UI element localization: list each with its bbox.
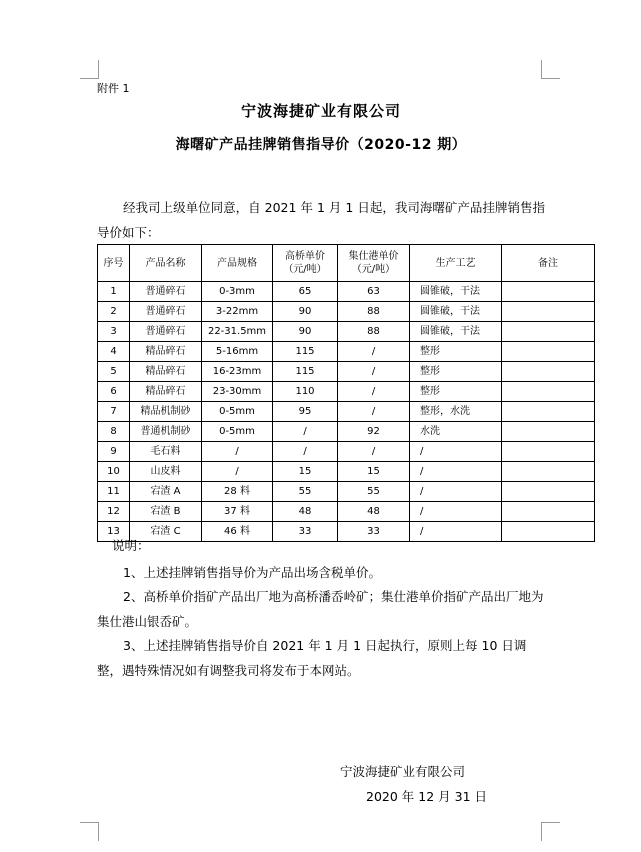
table-row: [98, 402, 595, 422]
cell-no: 12: [98, 502, 130, 522]
notes-label: 说明：: [112, 538, 150, 553]
cell-name: 精品碎石: [130, 362, 202, 382]
note-1: [97, 560, 545, 585]
cell-process: /: [410, 502, 502, 522]
table-row: [98, 482, 595, 502]
cell-process: 整形: [410, 362, 502, 382]
cell-jishigang-price: /: [338, 362, 410, 382]
table-row: [98, 442, 595, 462]
cell-no: 13: [98, 522, 130, 542]
cell-process: /: [410, 482, 502, 502]
cell-process: 整形，水洗: [410, 402, 502, 422]
cell-spec: 0-5mm: [202, 422, 273, 442]
cell-name: 毛石料: [130, 442, 202, 462]
table-row: [98, 382, 595, 402]
cell-spec: 3-22mm: [202, 302, 273, 322]
cell-jishigang-price: /: [338, 402, 410, 422]
cell-remark: [502, 362, 595, 382]
cell-gaoqiao-price: 115: [273, 362, 338, 382]
cell-name: 宕渣 A: [130, 482, 202, 502]
cell-process: /: [410, 462, 502, 482]
cell-remark: [502, 402, 595, 422]
crop-mark-bottom-left: [80, 822, 99, 841]
cell-gaoqiao-price: /: [273, 422, 338, 442]
cell-spec: /: [202, 442, 273, 462]
cell-gaoqiao-price: 90: [273, 302, 338, 322]
cell-jishigang-price: 15: [338, 462, 410, 482]
cell-gaoqiao-price: 95: [273, 402, 338, 422]
cell-jishigang-price: 63: [338, 282, 410, 302]
cell-name: 普通碎石: [130, 322, 202, 342]
table-row: [98, 302, 595, 322]
cell-jishigang-price: 92: [338, 422, 410, 442]
note-1-text: 1、上述挂牌销售指导价为产品出场含税单价。: [123, 565, 381, 580]
cell-name: 精品碎石: [130, 382, 202, 402]
cell-remark: [502, 462, 595, 482]
cell-name: 山皮料: [130, 462, 202, 482]
cell-no: 6: [98, 382, 130, 402]
header-jishigang-price: [338, 245, 410, 282]
cell-spec: 0-5mm: [202, 402, 273, 422]
cell-name: 宕渣 B: [130, 502, 202, 522]
cell-no: 8: [98, 422, 130, 442]
cell-spec: /: [202, 462, 273, 482]
header-remark: 备注: [502, 245, 595, 282]
cell-remark: [502, 382, 595, 402]
cell-spec: 28 料: [202, 482, 273, 502]
cell-no: 4: [98, 342, 130, 362]
header-no: 序号: [98, 245, 130, 282]
price-table: [97, 244, 595, 542]
cell-jishigang-price: 88: [338, 322, 410, 342]
cell-spec: 37 料: [202, 502, 273, 522]
table-row: [98, 422, 595, 442]
cell-remark: [502, 422, 595, 442]
cell-jishigang-price: 48: [338, 502, 410, 522]
intro-paragraph: [97, 195, 545, 245]
cell-spec: 46 料: [202, 522, 273, 542]
cell-process: /: [410, 522, 502, 542]
signature-date: 2020 年 12 月 31 日: [366, 789, 487, 804]
cell-remark: [502, 482, 595, 502]
company-title: 宁波海捷矿业有限公司: [240, 102, 401, 120]
crop-mark-top-right: [541, 60, 560, 79]
cell-jishigang-price: /: [338, 382, 410, 402]
cell-remark: [502, 342, 595, 362]
cell-no: 7: [98, 402, 130, 422]
header-spec: 产品规格: [202, 245, 273, 282]
cell-no: 11: [98, 482, 130, 502]
cell-gaoqiao-price: 115: [273, 342, 338, 362]
cell-process: 圆锥破，干法: [410, 322, 502, 342]
cell-gaoqiao-price: /: [273, 442, 338, 462]
table-row: [98, 522, 595, 542]
cell-no: 10: [98, 462, 130, 482]
cell-jishigang-price: /: [338, 442, 410, 462]
table-row: [98, 322, 595, 342]
cell-jishigang-price: 33: [338, 522, 410, 542]
cell-gaoqiao-price: 65: [273, 282, 338, 302]
cell-remark: [502, 502, 595, 522]
cell-process: 圆锥破，干法: [410, 282, 502, 302]
cell-gaoqiao-price: 15: [273, 462, 338, 482]
note-2-text: 2、高桥单价指矿产品出厂地为高桥潘岙岭矿；集仕港单价指矿产品出厂地为集仕港山银岙矿。: [97, 589, 544, 629]
cell-process: /: [410, 442, 502, 462]
table-row: [98, 462, 595, 482]
cell-gaoqiao-price: 90: [273, 322, 338, 342]
cell-jishigang-price: /: [338, 342, 410, 362]
cell-gaoqiao-price: 48: [273, 502, 338, 522]
cell-spec: 0-3mm: [202, 282, 273, 302]
cell-name: 普通碎石: [130, 302, 202, 322]
table-row: [98, 502, 595, 522]
cell-no: 2: [98, 302, 130, 322]
note-3-text: 3、上述挂牌销售指导价自 2021 年 1 月 1 日起执行，原则上每 10 日调整，遇特殊情况如有调整我司将发布于本网站。: [97, 638, 527, 678]
cell-process: 整形: [410, 382, 502, 402]
note-2: [97, 584, 545, 634]
cell-spec: 22-31.5mm: [202, 322, 273, 342]
table-row: [98, 282, 595, 302]
header-process: 生产工艺: [410, 245, 502, 282]
table-row: [98, 342, 595, 362]
cell-remark: [502, 522, 595, 542]
table-row: [98, 362, 595, 382]
cell-gaoqiao-price: 33: [273, 522, 338, 542]
header-jishigang-price-text: 集仕港单价 （元/吨）: [348, 251, 399, 275]
cell-spec: 16-23mm: [202, 362, 273, 382]
intro-text: 经我司上级单位同意，自 2021 年 1 月 1 日起，我司海曙矿产品挂牌销售指导价如下：: [97, 200, 545, 240]
cell-name: 精品碎石: [130, 342, 202, 362]
cell-jishigang-price: 55: [338, 482, 410, 502]
header-gaoqiao-price: [273, 245, 338, 282]
signature-company: 宁波海捷矿业有限公司: [340, 764, 466, 779]
cell-gaoqiao-price: 55: [273, 482, 338, 502]
crop-mark-top-left: [80, 60, 99, 79]
cell-no: 1: [98, 282, 130, 302]
cell-spec: 5-16mm: [202, 342, 273, 362]
cell-gaoqiao-price: 110: [273, 382, 338, 402]
cell-no: 9: [98, 442, 130, 462]
cell-name: 宕渣 C: [130, 522, 202, 542]
note-3: [97, 633, 545, 683]
cell-name: 普通碎石: [130, 282, 202, 302]
cell-name: 普通机制砂: [130, 422, 202, 442]
cell-remark: [502, 282, 595, 302]
header-gaoqiao-price-text: 高桥单价 （元/吨）: [283, 251, 327, 275]
cell-no: 5: [98, 362, 130, 382]
attachment-label: 附件 1: [97, 82, 130, 95]
cell-spec: 23-30mm: [202, 382, 273, 402]
cell-remark: [502, 442, 595, 462]
cell-remark: [502, 302, 595, 322]
cell-process: 圆锥破，干法: [410, 302, 502, 322]
cell-no: 3: [98, 322, 130, 342]
table-header-row: [98, 245, 595, 282]
cell-process: 水洗: [410, 422, 502, 442]
document-title: 海曙矿产品挂牌销售指导价（2020-12 期）: [175, 137, 467, 153]
cell-process: 整形: [410, 342, 502, 362]
cell-remark: [502, 322, 595, 342]
header-name: 产品名称: [130, 245, 202, 282]
cell-name: 精品机制砂: [130, 402, 202, 422]
crop-mark-bottom-right: [541, 822, 560, 841]
cell-jishigang-price: 88: [338, 302, 410, 322]
